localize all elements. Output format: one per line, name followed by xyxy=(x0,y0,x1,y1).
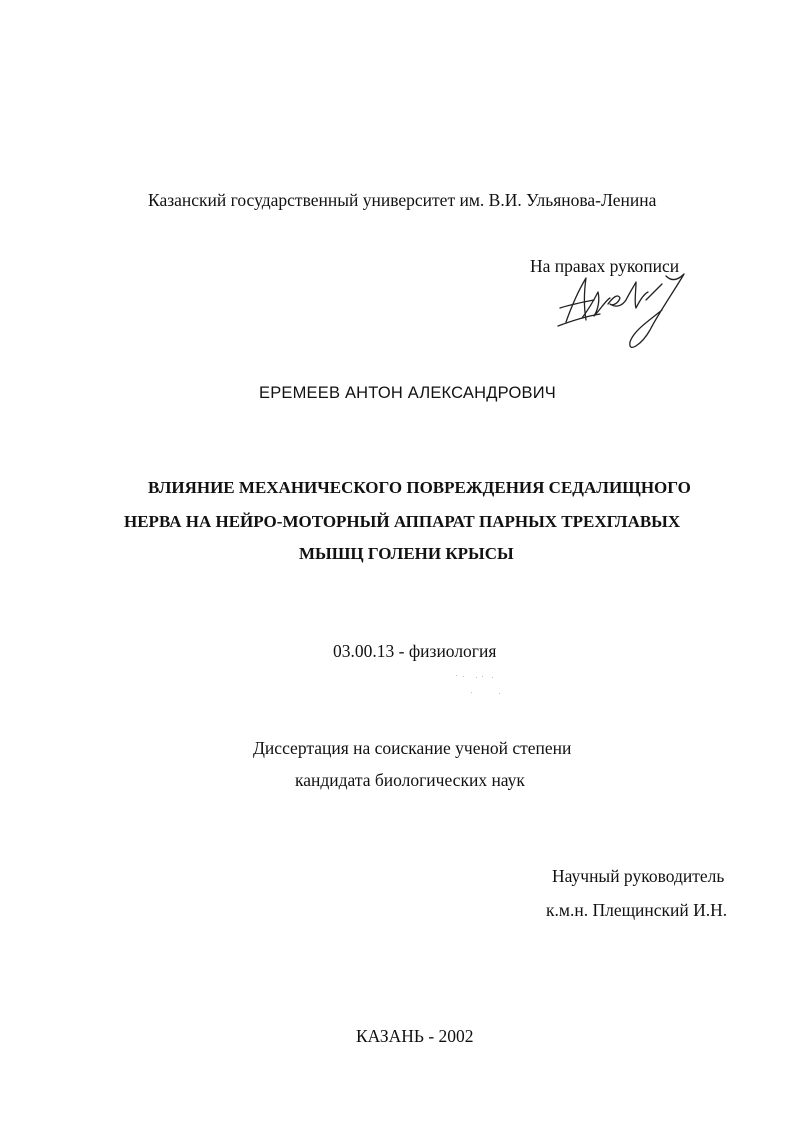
title-line-1: ВЛИЯНИЕ МЕХАНИЧЕСКОГО ПОВРЕЖДЕНИЯ СЕДАЛИЩНОГО xyxy=(148,478,691,497)
handwritten-signature xyxy=(554,270,694,355)
dissertation-line-2: кандидата биологических наук xyxy=(295,770,525,790)
author-name: ЕРЕМЕЕВ АНТОН АЛЕКСАНДРОВИЧ xyxy=(259,384,556,402)
dissertation-line-1: Диссертация на соискание ученой степени xyxy=(253,738,572,758)
university-name: Казанский государственный университет им. В.И. Ульянова-Ленина xyxy=(148,190,657,210)
advisor-label: Научный руководитель xyxy=(552,866,725,886)
title-line-2: НЕРВА НА НЕЙРО-МОТОРНЫЙ АППАРАТ ПАРНЫХ ТРЕХГЛАВЫХ xyxy=(124,512,681,531)
city-year: КАЗАНЬ - 2002 xyxy=(356,1026,474,1046)
manuscript-rights-note: На правах рукописи xyxy=(530,256,680,276)
specialty-code: 03.00.13 - физиология xyxy=(333,641,497,661)
title-line-3: МЫШЦ ГОЛЕНИ КРЫСЫ xyxy=(299,544,514,563)
advisor-name: к.м.н. Плещинский И.Н. xyxy=(546,900,728,920)
